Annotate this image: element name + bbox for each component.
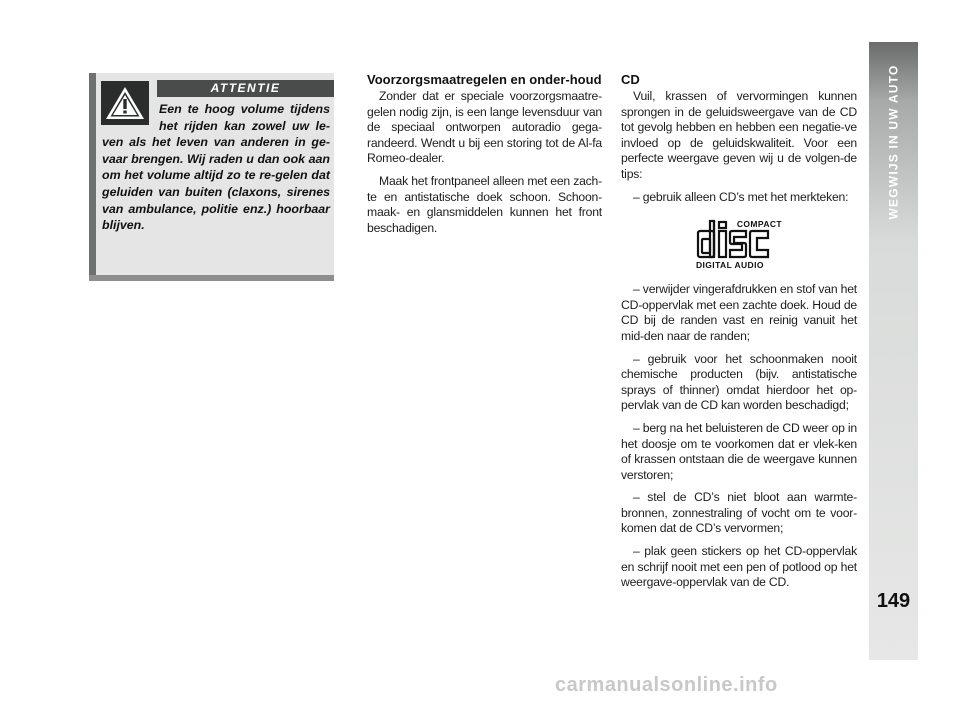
compact-disc-logo: [696, 219, 782, 269]
section-tab-label: [869, 42, 918, 242]
precautions-paragraph: Zonder dat er speciale voorzorgsmaatre-gelen nodig zijn, is een lange levensduur van de speciaal ontworpen autoradio gega-randeerd. Wendt u bij een storing tot de Al-fa Romeo-dealer.: [367, 89, 602, 166]
warning-box-left-bar: [89, 73, 96, 281]
logo-top-word: COMPACT: [736, 219, 782, 230]
warning-box-bottom-bar: [89, 275, 334, 281]
watermark: carmanualsonline.info: [555, 674, 778, 696]
page-number: 149: [876, 590, 911, 612]
cd-intro: Vuil, krassen of vervormingen kunnen sprongen in de geluidsweergave van de CD tot gevolg hebben en hebben een negatie-ve invloed op de geluidskwaliteit. Voor een perfecte weergave geven wij u de volgen-de tips:: [621, 89, 857, 181]
warning-label: ATTENTIE: [157, 80, 334, 97]
precautions-section: [367, 72, 602, 243]
cd-tip: – gebruik voor het schoonmaken nooit chemische producten (bijv. antistatische sprays of thinner) omdat hierdoor het op-pervlak van de CD kan worden beschadigd;: [621, 351, 857, 413]
section-title: WEGWIJS IN UW AUTO: [886, 64, 901, 220]
warning-box: [89, 73, 334, 281]
cd-tip: – berg na het beluisteren de CD weer op in het doosje om te voorkomen dat er vlek-ken of krassen ontstaan die de weergave kunnen verstoren;: [621, 420, 857, 482]
warning-text: Een te hoog volume tijdens het rijden kan zowel uw le-ven als het leven van anderen in ge-vaar brengen. Wij raden u dan ook aan om het volume altijd zo te re-gelen dat geluiden van buiten (claxons, sirenes van ambulance, politie enz.) hoorbaar blijven.: [102, 102, 330, 233]
cd-logo-tip: – gebruik alleen CD’s met het merkteken:: [633, 189, 849, 204]
cd-heading: CD: [621, 72, 640, 87]
cd-section: [621, 72, 857, 598]
cd-tip: – stel de CD’s niet bloot aan warmte-bronnen, zonnestraling of vocht om te voor-komen dat de CD’s vervormen;: [621, 490, 857, 536]
precautions-paragraph: Maak het frontpaneel alleen met een zach-te en antistatische doek schoon. Schoon-maak- en glansmiddelen kunnen het front beschadigen.: [367, 173, 602, 235]
section-tab: [869, 42, 918, 660]
precautions-heading: Voorzorgsmaatregelen en onder-houd: [367, 72, 602, 87]
cd-tip: – verwijder vingerafdrukken en stof van het CD-oppervlak met een zachte doek. Houd de CD bij de randen vast en reinig vanuit het mid-den naar de randen;: [621, 282, 857, 343]
cd-tip: – plak geen stickers op het CD-oppervlak en schrijf nooit met een pen of potlood op het weergave-oppervlak van de CD.: [621, 544, 857, 590]
logo-bottom-word: DIGITAL AUDIO: [696, 260, 764, 271]
compact-disc-logo-wrap: [621, 219, 857, 269]
